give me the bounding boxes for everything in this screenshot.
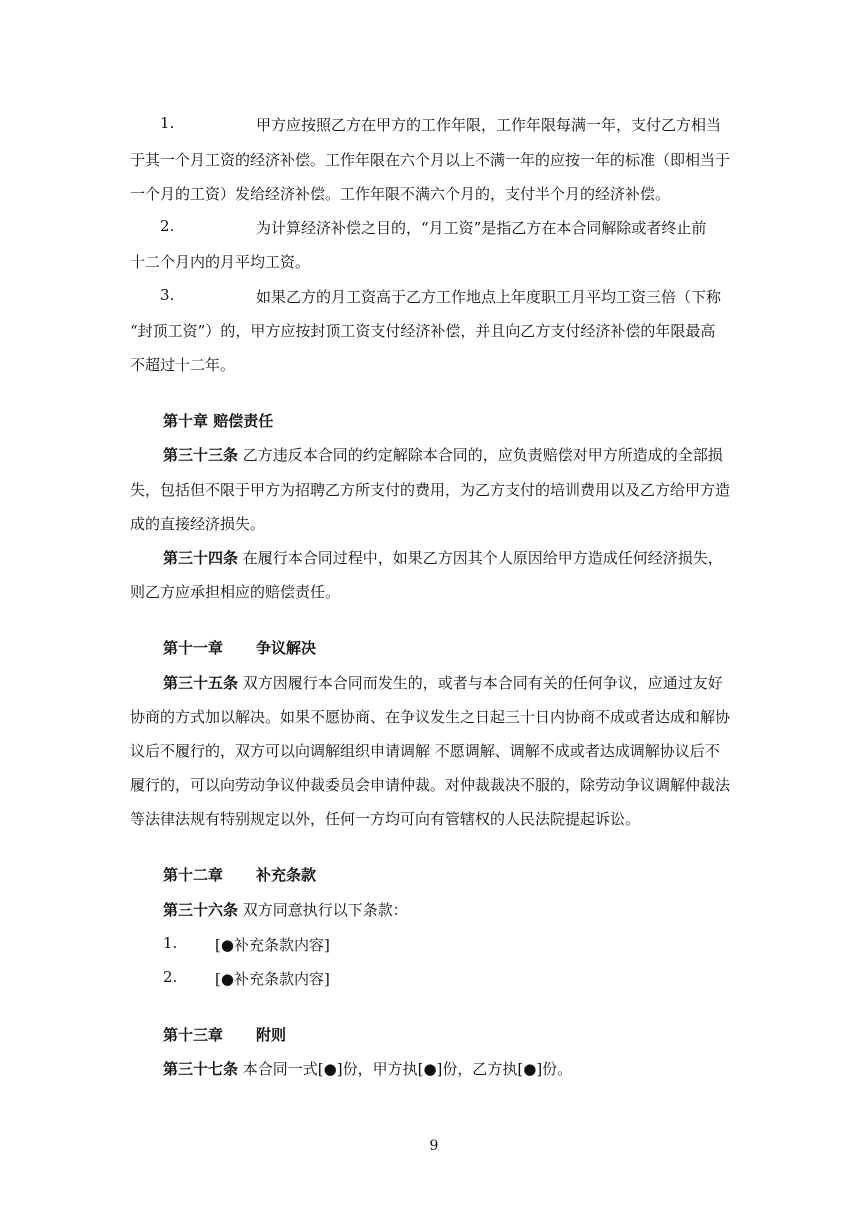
article-text: 双方因履行本合同而发生的，或者与本合同有关的任何争议，应通过友好 xyxy=(242,674,723,692)
article-text: 在履行本合同过程中，如果乙方因其个人原因给甲方造成任何经济损失， xyxy=(242,549,723,567)
page-number: 9 xyxy=(429,1138,439,1154)
article-37-line xyxy=(163,1058,572,1079)
chapter-number-12: 第十二章 xyxy=(163,866,224,884)
paragraph-line: 失，包括但不限于甲方为招聘乙方所支付的费用，为乙方支付的培训费用以及乙方给甲方造 xyxy=(130,481,731,499)
article-35-first-line xyxy=(163,672,723,693)
paragraph-line: 为计算经济补偿之目的，“月工资”是指乙方在本合同解除或者终止前 xyxy=(256,219,707,237)
list-item: [●补充条款内容] xyxy=(215,936,330,954)
list-number: 2. xyxy=(163,968,178,986)
article-text: 乙方违反本合同的约定解除本合同的，应负责赔偿对甲方所造成的全部损 xyxy=(242,446,723,464)
article-label: 第三十四条 xyxy=(163,549,239,567)
list-number-1: 1. xyxy=(160,114,175,132)
paragraph-line: 如果乙方的月工资高于乙方工作地点上年度职工月平均工资三倍（下称 xyxy=(256,288,722,306)
article-33-first-line xyxy=(163,444,723,465)
paragraph-line: 十二个月内的月平均工资。 xyxy=(130,253,311,271)
article-34-first-line xyxy=(163,547,723,568)
article-label: 第三十五条 xyxy=(163,674,239,692)
paragraph-line: 于其一个月工资的经济补偿。工作年限在六个月以上不满一年的应按一年的标准（即相当于 xyxy=(130,151,731,169)
chapter-heading-10: 第十章 赔偿责任 xyxy=(163,412,274,430)
article-label: 第三十七条 xyxy=(163,1060,239,1078)
paragraph-line: 不超过十二年。 xyxy=(130,356,236,374)
chapter-title-12: 补充条款 xyxy=(256,866,317,884)
article-label: 第三十六条 xyxy=(163,901,239,919)
article-text: 双方同意执行以下条款： xyxy=(242,901,408,919)
paragraph-line: 一个月的工资）发给经济补偿。工作年限不满六个月的，支付半个月的经济补偿。 xyxy=(130,185,671,203)
list-item: [●补充条款内容] xyxy=(215,970,330,988)
paragraph-line: 等法律法规有特别规定以外，任何一方均可向有管辖权的人民法院提起诉讼。 xyxy=(130,810,641,828)
chapter-title-11: 争议解决 xyxy=(256,639,317,657)
paragraph-line: “封顶工资”）的，甲方应按封顶工资支付经济补偿，并且向乙方支付经济补偿的年限最高 xyxy=(130,322,716,340)
paragraph-line: 履行的，可以向劳动争议仲裁委员会申请仲裁。对仲裁裁决不服的，除劳动争议调解仲裁法 xyxy=(130,776,731,794)
list-number-2: 2. xyxy=(160,217,175,235)
paragraph-line: 协商的方式加以解决。如果不愿协商、在争议发生之日起三十日内协商不成或者达成和解协 xyxy=(130,708,731,726)
article-text: 本合同一式[●]份，甲方执[●]份，乙方执[●]份。 xyxy=(242,1060,573,1078)
paragraph-line: 甲方应按照乙方在甲方的工作年限，工作年限每满一年，支付乙方相当 xyxy=(256,116,722,134)
chapter-number-13: 第十三章 xyxy=(163,1026,224,1044)
paragraph-line: 成的直接经济损失。 xyxy=(130,515,266,533)
article-36-line xyxy=(163,899,408,920)
list-number: 1. xyxy=(163,934,178,952)
article-label: 第三十三条 xyxy=(163,446,239,464)
chapter-number-11: 第十一章 xyxy=(163,639,224,657)
paragraph-line: 议后不履行的，双方可以向调解组织申请调解 不愿调解、调解不成或者达成调解协议后不 xyxy=(130,742,720,760)
chapter-title-13: 附则 xyxy=(256,1026,287,1044)
paragraph-line: 则乙方应承担相应的赔偿责任。 xyxy=(130,583,341,601)
list-number-3: 3. xyxy=(160,286,175,304)
